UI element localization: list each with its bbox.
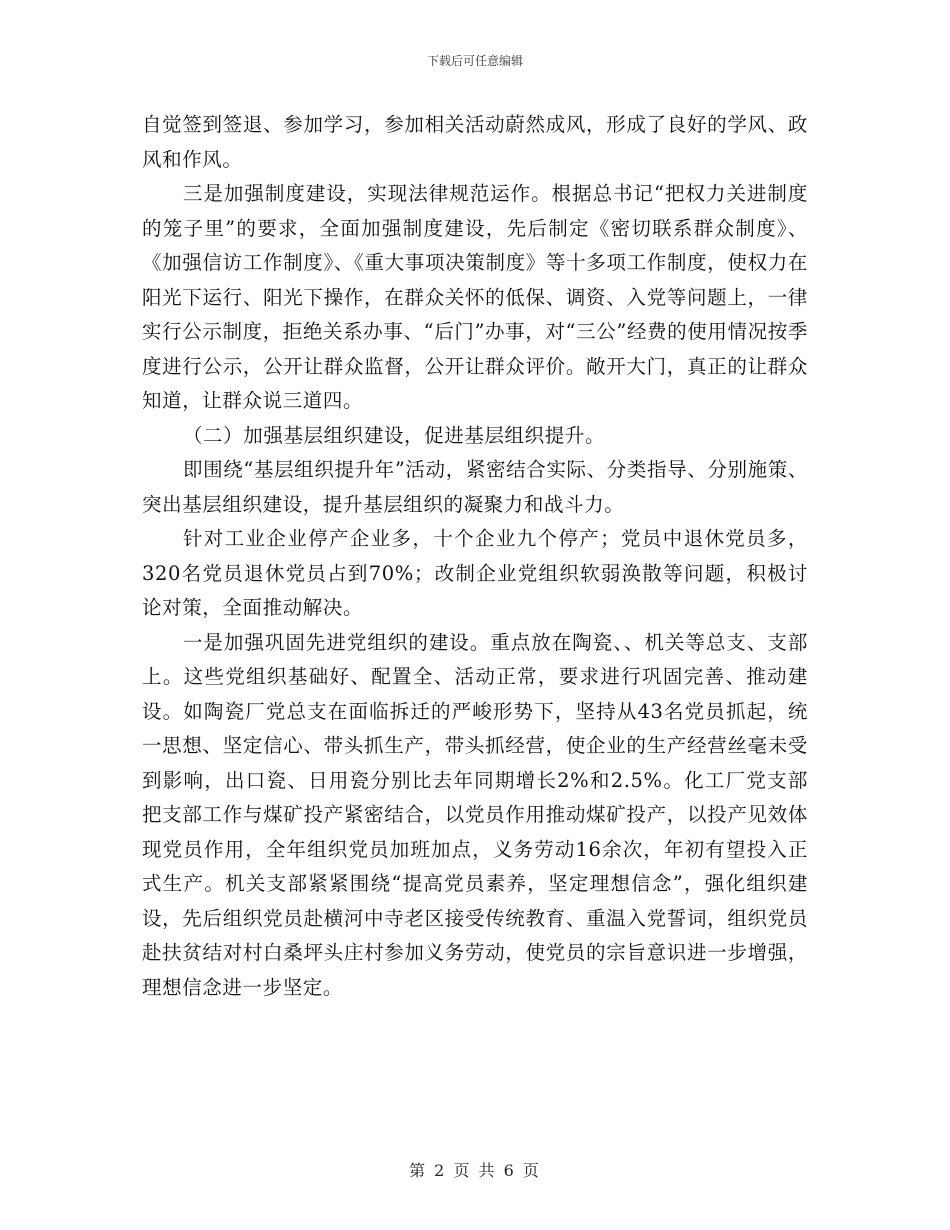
paragraph-industrial-issues: 针对工业企业停产企业多，十个企业九个停产；党员中退休党员多，320名党员退休党员占到70%；改制企业党组织软弱涣散等问题，积极讨论对策，全面推动解决。 [142, 527, 808, 619]
page-header: 下载后可任意编辑 [426, 54, 523, 68]
paragraph-continuation: 自觉签到签退、参加学习，参加相关活动蔚然成风，形成了良好的学风、政风和作风。 [142, 113, 808, 171]
section-heading-grassroots: （二）加强基层组织建设，促进基层组织提升。 [182, 423, 606, 447]
document-body [142, 108, 808, 1005]
paragraph-grassroots-intro: 即围绕“基层组织提升年”活动，紧密结合实际、分类指导、分别施策、突出基层组织建设，提升基层组织的凝聚力和战斗力。 [142, 458, 808, 516]
paragraph-advanced-party-org: 一是加强巩固先进党组织的建设。重点放在陶瓷、、机关等总支、支部上。这些党组织基础好、配置全、活动正常，要求进行巩固完善、推动建设。如陶瓷厂党总支在面临拆迁的严峻形势下，坚持从43名党员抓起，统一思想、坚定信心、带头抓生产，带头抓经营，使企业的生产经营丝毫未受到影响，出口瓷、日用瓷分别比去年同期增长2%和2.5%。化工厂党支部把支部工作与煤矿投产紧密结合，以党员作用推动煤矿投产，以投产见效体现党员作用，全年组织党员加班加点，义务劳动16余次，年初有望投入正式生产。机关支部紧紧围绕“提高党员素养，坚定理想信念”，强化组织建设，先后组织党员赴横河中寺老区接受传统教育、重温入党誓词，组织党员赴扶贫结对村白桑坪头庄村参加义务劳动，使党员的宗旨意识进一步增强，理想信念进一步坚定。 [142, 630, 808, 999]
paragraph-system-building: 三是加强制度建设，实现法律规范运作。根据总书记“把权力关进制度的笼子里”的要求，全面加强制度建设，先后制定《密切联系群众制度》、《加强信访工作制度》、《重大事项决策制度》等十多项工作制度，使权力在阳光下运行、阳光下操作，在群众关怀的低保、调资、入党等问题上，一律实行公示制度，拒绝关系办事、“后门”办事，对“三公”经费的使用情况按季度进行公示，公开让群众监督，公开让群众评价。敞开大门，真正的让群众知道，让群众说三道四。 [142, 182, 808, 412]
page-footer: 第 2 页 共 6 页 [409, 1161, 541, 1180]
